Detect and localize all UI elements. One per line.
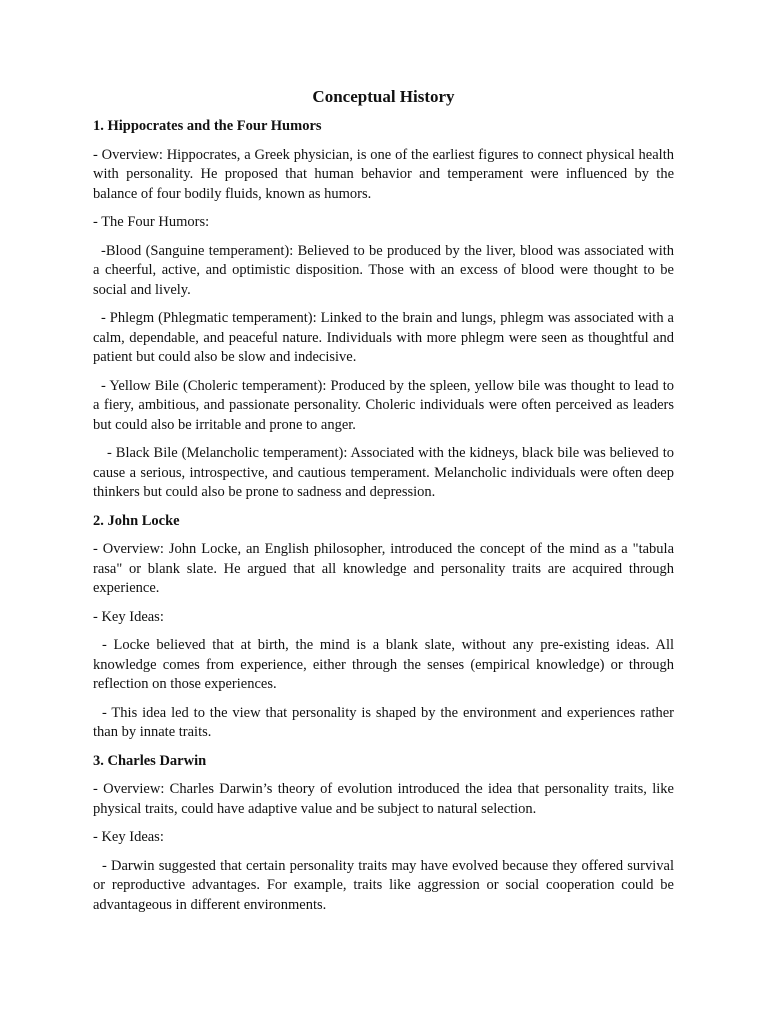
section-heading-hippocrates: 1. Hippocrates and the Four Humors (93, 118, 322, 134)
section-heading-locke: 2. John Locke (93, 512, 180, 529)
darwin-overview: - Overview: Charles Darwin’s theory of evolution introduced the idea that personality traits, like physical traits, could have adaptive value and be subject to natural selection. (93, 781, 674, 817)
document-title: Conceptual History (312, 87, 455, 106)
locke-key-idea-paragraph: - Locke believed that at birth, the mind is a blank slate, without any pre-existing ideas. All knowledge comes from experience, either through the senses (empirical knowledge) or through reflection on those experiences. (93, 637, 674, 692)
humor-blood-paragraph: -Blood (Sanguine temperament): Believed to be produced by the liver, blood was associated with a cheerful, active, and optimistic disposition. Those with an excess of blood were thought to be social and lively. (93, 242, 674, 298)
humor-phlegm-paragraph: - Phlegm (Phlegmatic temperament): Linked to the brain and lungs, phlegm was associated with a calm, dependable, and peaceful nature. Individuals with more phlegm were seen as thoughtful and patient but could also be slow and indecisive. (93, 310, 674, 365)
darwin-key-idea-paragraph: - Darwin suggested that certain personality traits may have evolved because they offered survival or reproductive advantages. For example, traits like aggression or social cooperation could be advantageous in different environments. (93, 857, 674, 913)
hippocrates-overview: - Overview: Hippocrates, a Greek physician, is one of the earliest figures to connect physical health with personality. He proposed that human behavior and temperament were influenced by the balance of four bodily fluids, known as humors. (93, 146, 674, 202)
document-page (93, 86, 674, 924)
locke-overview: - Overview: John Locke, an English philosopher, introduced the concept of the mind as a "tabula rasa" or blank slate. He argued that all knowledge and personality traits are acquired through experience. (93, 541, 674, 596)
humor-yellow-bile-paragraph: - Yellow Bile (Choleric temperament): Produced by the spleen, yellow bile was thought to lead to a fiery, ambitious, and passionate personality. Choleric individuals were often perceived as leaders but could also be irritable and prone to anger. (93, 377, 674, 433)
humor-black-bile-paragraph: - Black Bile (Melancholic temperament): Associated with the kidneys, black bile was believed to cause a serious, introspective, and cautious temperament. Melancholic individuals were often deep thinkers but could also be prone to sadness and depression. (93, 445, 674, 500)
locke-key-idea-paragraph: - This idea led to the view that personality is shaped by the environment and experiences rather than by innate traits. (93, 704, 674, 740)
locke-key-ideas-subheading: - Key Ideas: (93, 608, 164, 625)
darwin-key-ideas-subheading: - Key Ideas: (93, 829, 164, 845)
section-heading-darwin: 3. Charles Darwin (93, 752, 207, 769)
four-humors-subheading: - The Four Humors: (93, 214, 210, 230)
